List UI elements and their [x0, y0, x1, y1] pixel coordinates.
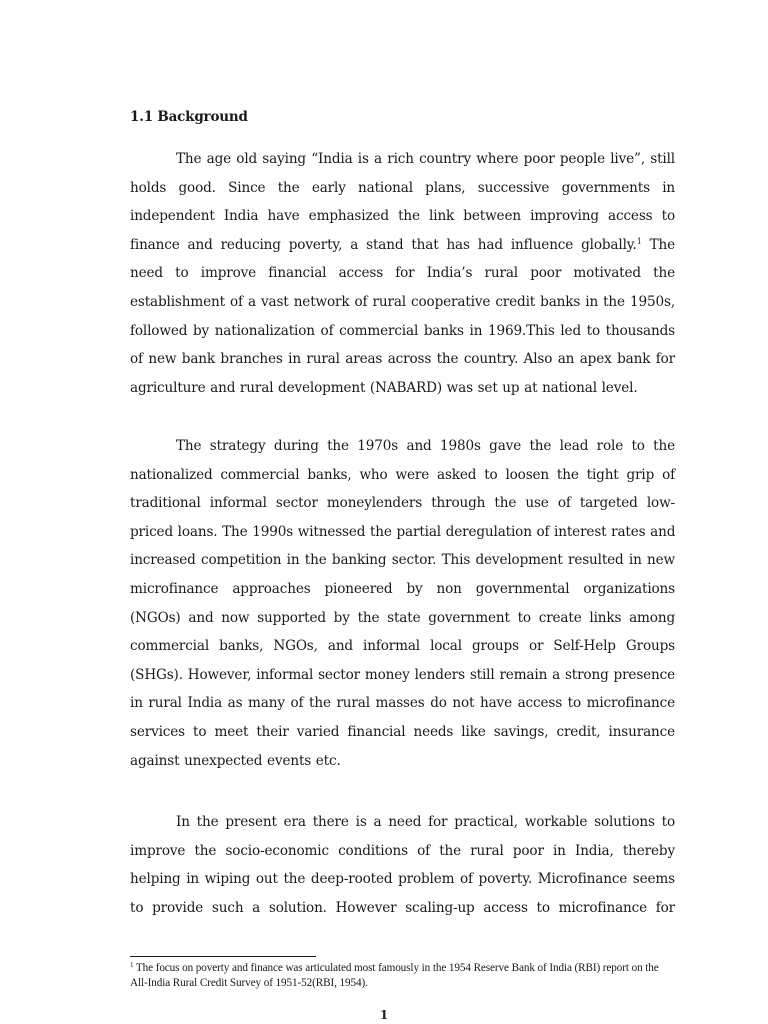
paragraph-line-text: finance and reducing poverty, a stand that has had influence globally.: [130, 236, 637, 253]
paragraph-line: need to improve financial access for India’s rural poor motivated the: [130, 265, 675, 282]
paragraph-line: helping in wiping out the deep-rooted problem of poverty. Microfinance seems: [130, 871, 675, 888]
paragraph-2: [130, 432, 675, 775]
section-heading: 1.1 Background: [130, 109, 248, 125]
paragraph-3: [130, 808, 675, 922]
footnote-separator: [130, 956, 316, 957]
footnote-marker: 1: [130, 961, 134, 969]
paragraph-line: independent India have emphasized the link between improving access to: [130, 208, 675, 225]
paragraph-line: commercial banks, NGOs, and informal local groups or Self-Help Groups: [130, 638, 675, 655]
paragraph-line-with-footnote: [130, 231, 675, 260]
footnote-text: The focus on poverty and finance was articulated most famously in the 1954 Reserve Bank of India (RBI) report on the All-India Rural Credit Survey of 1951-52(RBI, 1954).: [130, 962, 659, 989]
paragraph-line: The age old saying “India is a rich country where poor people live”, still: [176, 151, 675, 167]
paragraph-line: microfinance approaches pioneered by non governmental organizations: [130, 580, 675, 597]
paragraph-line: The strategy during the 1970s and 1980s gave the lead role to the: [176, 438, 675, 454]
paragraph-line: followed by nationalization of commercial banks in 1969.This led to thousands: [130, 322, 675, 339]
paragraph-line: holds good. Since the early national plans, successive governments in: [130, 179, 675, 196]
paragraph-line: priced loans. The 1990s witnessed the partial deregulation of interest rates and: [130, 523, 676, 540]
paragraph-1: [130, 145, 675, 402]
paragraph-line: services to meet their varied financial needs like savings, credit, insurance: [130, 723, 675, 740]
paragraph-line: nationalized commercial banks, who were asked to loosen the tight grip of: [130, 466, 675, 483]
paragraph-line: (NGOs) and now supported by the state government to create links among: [130, 609, 675, 626]
footnote: [130, 961, 675, 991]
footnote-reference[interactable]: 1: [636, 236, 642, 246]
paragraph-line: In the present era there is a need for practical, workable solutions to: [176, 814, 675, 830]
paragraph-line: improve the socio-economic conditions of the rural poor in India, thereby: [130, 842, 675, 859]
paragraph-line: against unexpected events etc.: [130, 752, 341, 769]
paragraph-line: (SHGs). However, informal sector money lenders still remain a strong presence: [130, 666, 675, 683]
paragraph-line: establishment of a vast network of rural cooperative credit banks in the 1950s,: [130, 293, 675, 310]
paragraph-line-tail: The: [641, 236, 675, 253]
page-number: 1: [379, 1008, 389, 1022]
paragraph-line: in rural India as many of the rural masses do not have access to microfinance: [130, 695, 675, 712]
paragraph-line: increased competition in the banking sector. This development resulted in new: [130, 552, 675, 569]
paragraph-line: traditional informal sector moneylenders through the use of targeted low-: [130, 495, 675, 512]
paragraph-line: of new bank branches in rural areas across the country. Also an apex bank for: [130, 351, 675, 368]
paragraph-line: agriculture and rural development (NABARD) was set up at national level.: [130, 379, 638, 396]
paragraph-line: to provide such a solution. However scaling-up access to microfinance for: [130, 899, 675, 916]
